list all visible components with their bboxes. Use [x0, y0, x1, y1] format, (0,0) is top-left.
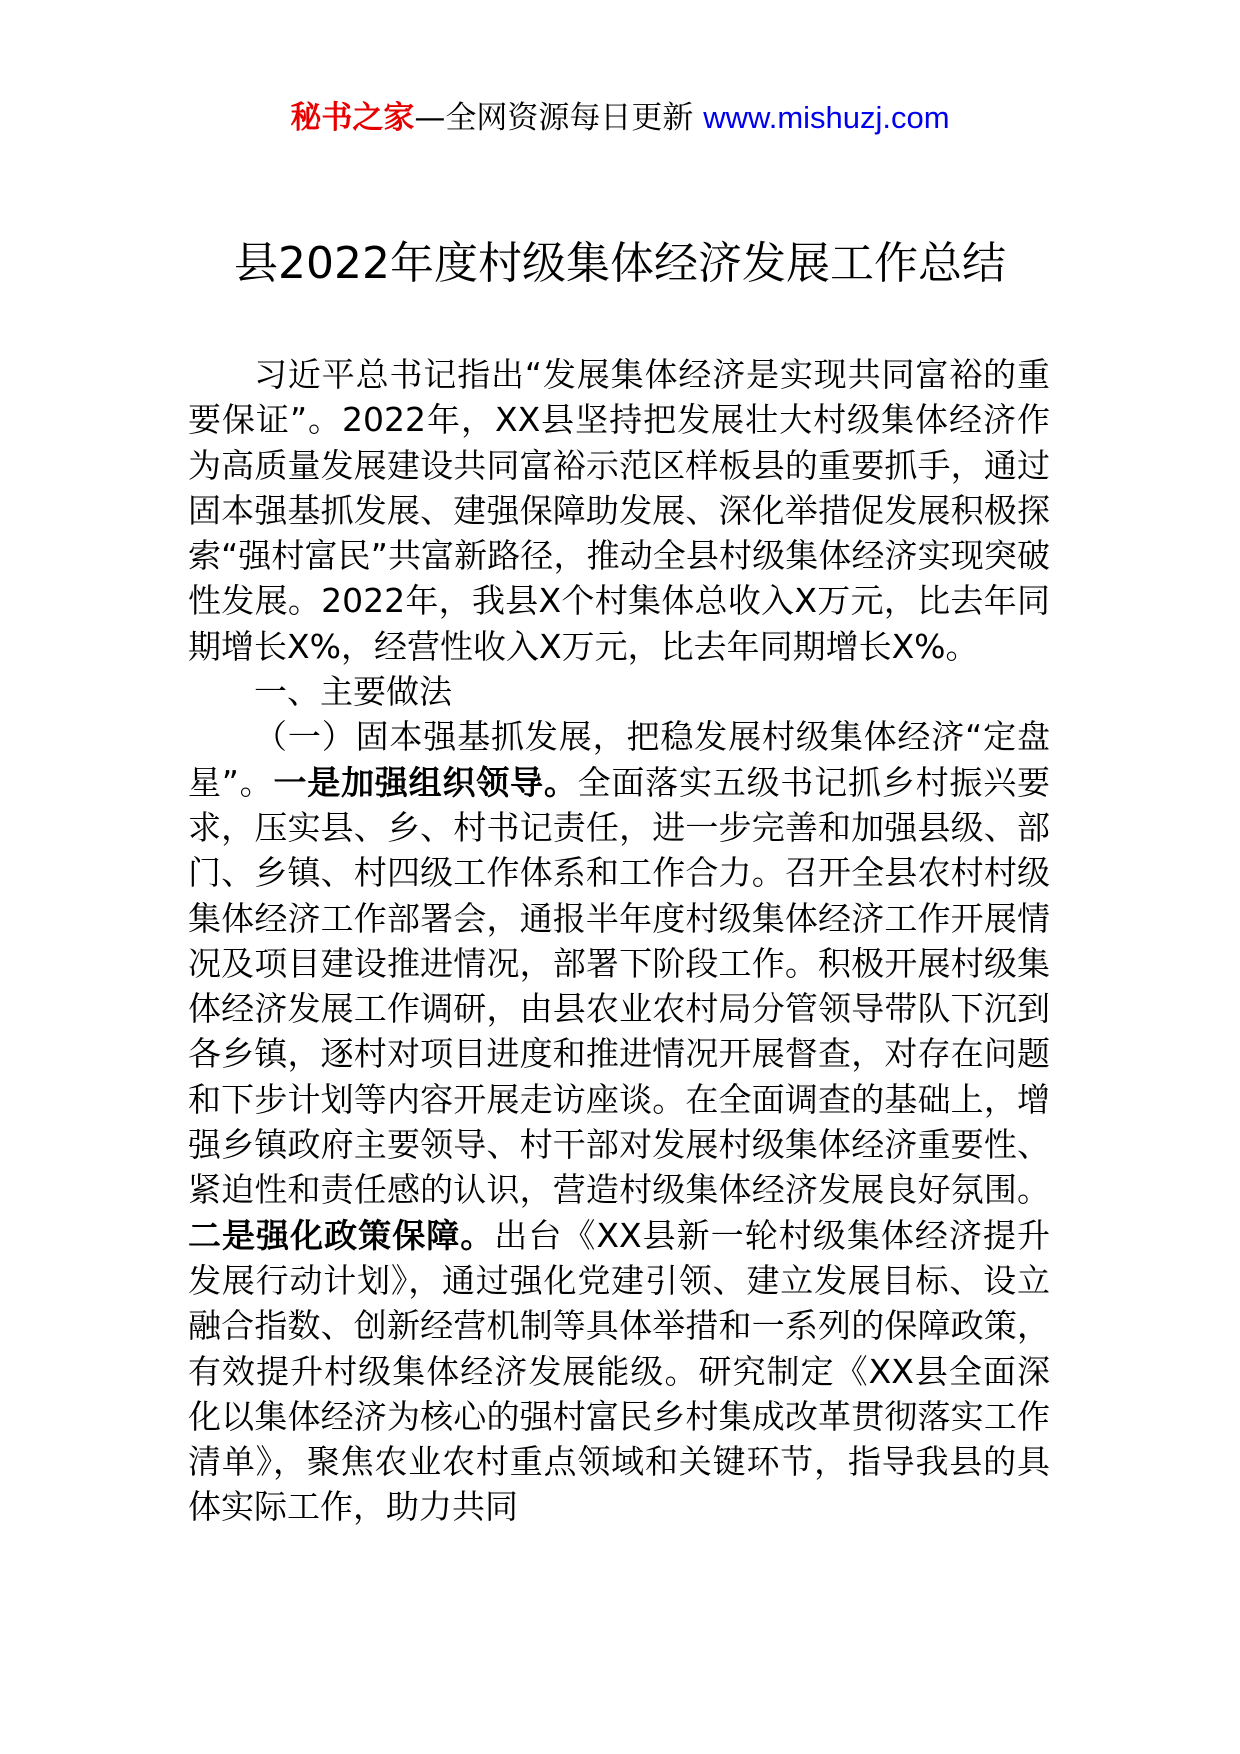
subsection-heading: （一）固本强基抓发展，把稳发展村级集体经济“定盘星”。 — [188, 717, 1050, 802]
point-2-title: 二是强化政策保障。 — [188, 1215, 495, 1255]
subsection-paragraph-1 — [188, 714, 1050, 1529]
intro-paragraph: 习近平总书记指出“发展集体经济是实现共同富裕的重要保证”。2022年，XX县坚持把发展壮大村级集体经济作为高质量发展建设共同富裕示范区样板县的重要抓手，通过固本强基抓发展、建强保障助发展、深化举措促发展积极探索“强村富民”共富新路径，推动全县村级集体经济实现突破性发展。2022年，我县X个村集体总收入X万元，比去年同期增长X%，经营性收入X万元，比去年同期增长X%。 — [188, 355, 1050, 666]
point-1-text: 全面落实五级书记抓乡村振兴要求，压实县、乡、村书记责任，进一步完善和加强县级、部门、乡镇、村四级工作体系和工作合力。召开全县农村村级集体经济工作部署会，通报半年度村级集体经济工作开展情况及项目建设推进情况，部署下阶段工作。积极开展村级集体经济发展工作调研，由县农业农村局分管领导带队下沉到各乡镇，逐村对项目进度和推进情况开展督查，对存在问题和下步计划等内容开展走访座谈。在全面调查的基础上，增强乡镇政府主要领导、村干部对发展村级集体经济重要性、紧迫性和责任感的认识，营造村级集体经济发展良好氛围。 — [188, 762, 1050, 1210]
document-body — [188, 352, 1050, 1530]
point-1-title: 一是加强组织领导。 — [273, 762, 578, 802]
site-url-link[interactable]: www.mishuzj.com — [703, 100, 950, 135]
site-header — [0, 98, 1240, 138]
site-tagline: —全网资源每日更新 — [414, 100, 704, 136]
point-2-text: 出台《XX县新一轮村级集体经济提升发展行动计划》，通过强化党建引领、建立发展目标、设立融合指数、创新经营机制等具体举措和一系列的保障政策，有效提升村级集体经济发展能级。研究制定《XX县全面深化以集体经济为核心的强村富民乡村集成改革贯彻落实工作清单》，聚焦农业农村重点领域和关键环节，指导我县的具体实际工作，助力共同 — [188, 1215, 1050, 1527]
document-title: 县2022年度村级集体经济发展工作总结 — [234, 238, 1006, 289]
section-heading-main-practices: 一、主要做法 — [254, 672, 452, 712]
site-brand: 秘书之家 — [290, 100, 415, 136]
